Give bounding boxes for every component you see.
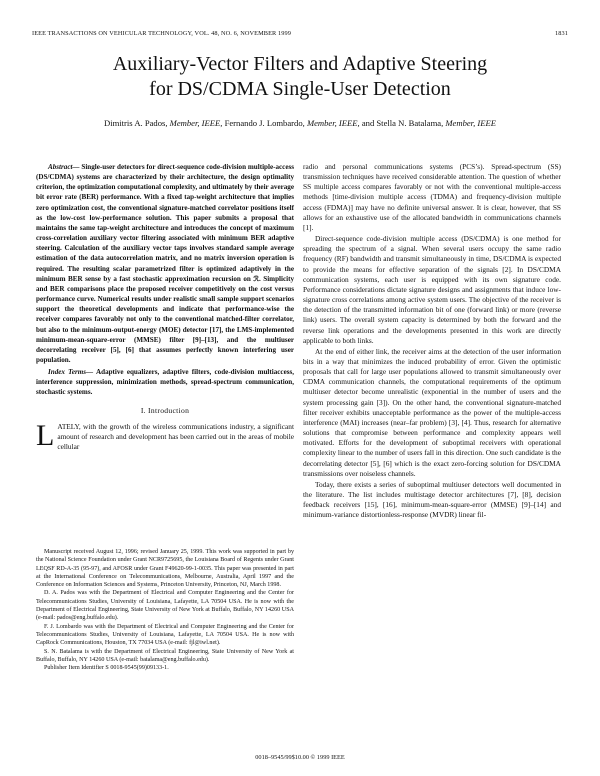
journal-name: IEEE TRANSACTIONS ON VEHICULAR TECHNOLOGY, VOL. 48, NO. 6, NOVEMBER 1999 [32,30,292,37]
author-list [30,118,570,128]
section-heading-introduction: I. Introduction [140,405,190,415]
body-paragraph: Direct-sequence code-division multiple access (DS/CDMA) is one method for spreading the spectrum of a signal. When several users occupy the same radio frequency (RF) bandwidth and transmit simultaneously in time, DS/CDMA is expected to provide the means for effective separation of the signals [2]. In DS/CDMA communication systems, each user is equipped with its own signature code. Performance considerations dictate signature designs and assignments that induce low-signature cross correlations among active system users. The objective of the receiver is the detection of the transmitted information bit of one (forward link) or more (reverse link) users. The overall system capacity is determined by both the forward and the reverse link operations and the developments presented in this work are directly applicable to both links. [303,234,561,345]
index-terms-label: Index Terms— [48,368,94,377]
paper-title [40,52,560,102]
body-paragraph: Today, there exists a series of suboptimal multiuser detectors well documented in the literature. The list includes multistage detector architectures [7], [8], decision feedback receivers [15], [16], minimum-mean-square-error (MMSE) [9]–[14] and minimum-variance distortionless-response (MVDR) linear fil- [303,479,561,520]
index-terms-text: Adaptive equalizers, adaptive filters, code-division multiaccess, interference suppression, minimization methods, spread-spectrum communication, stochastic systems. [36,368,295,397]
title-line-2: for DS/CDMA Single-User Detection [149,78,451,100]
abstract-label: Abstract— [48,163,80,171]
abstract [36,162,294,365]
running-header [32,30,568,40]
footnotes [36,548,294,672]
title-line-1: Auxiliary-Vector Filters and Adaptive Steering [112,53,488,75]
copyright-notice: 0018–9545/99$10.00 © 1999 IEEE [255,754,345,761]
author-3-role: Member, IEEE [445,118,496,128]
footnote-manuscript: Manuscript received August 12, 1996; revised January 25, 1999. This work was supported in part by the National Science Foundation under Grant NCR9725695, the Louisiana Board of Regents under Grant LEQSF RD-A-35 (95-97), and AFOSR under Grant F49620-99-1-0035. This paper was presented in part at the International Conference on Telecommunications, Melbourne, Australia, April 1997 and the Conference on Information Sciences and Systems, Princeton University, Princeton, NJ, March 1998. [36,549,294,589]
drop-cap: L [36,418,55,452]
footnote-lombardo: F. J. Lombardo was with the Department of Electrical and Computer Engineering and the Center for Telecommunications Studies, University of Louisiana, Lafayette, LA 70504 USA. He is now with CapRock Communications, Houston, TX 77034 USA (e-mail: fjl@iwl.net). [36,623,294,647]
left-column [36,162,294,452]
page-number: 1831 [555,30,568,37]
author-1-role: Member, IEEE, [169,118,223,128]
right-column [303,162,561,521]
footnote-publisher-id: Publisher Item Identifier S 0018-9545(99)09133-1. [44,665,169,672]
footnote-batalama: S. N. Batalama is with the Department of Electrical Engineering, State University of New York at Buffalo, Buffalo, NY 14260 USA (e-mail: batalama@eng.buffalo.edu). [36,648,294,663]
author-2-role: Member, IEEE, [306,118,360,128]
body-paragraph: radio and personal communications systems (PCS’s). Spread-spectrum (SS) transmission techniques have received considerable attention. The question of whether SS multiple access compares favorably or not with the conventional multiple-access methods [time-division multiple access (TDMA) and frequency-division multiple access (FDMA)] may have no definite universal answer. It is clear, however, that SS allows for an exhaustive use of the allocated bandwidth in communications channels [1]. [303,162,561,232]
introduction-paragraph [36,418,294,452]
author-1: Dimitris A. Pados, [104,118,168,128]
introduction-text: ATELY, with the growth of the wireless communications industry, a significant amount of research and development has been carried out in the areas of mobile cellular [57,421,294,452]
author-3: and Stella N. Batalama, [361,118,444,128]
index-terms [36,367,294,397]
author-2: Fernando J. Lombardo, [224,118,305,128]
abstract-text: Single-user detectors for direct-sequence code-division multiple-access (DS/CDMA) systems are characterized by their architecture, the design optimality criterion, the optimization computational complexity, and ultimately by their average bit error rate (BER) performance. With a fixed tap-weight architecture that implies zero optimization cost, the conventional signature-matched correlator positions itself as the low-cost low-performance solution. This paper submits a proposal that maintains the same tap-weight architecture and introduces the concept of maximum cross-correlation auxiliary vector filtering associated with minimum BER adaptive steering. Calculation of the auxiliary vector taps involves standard sample average estimation of the data autocorrelation matrix, and no matrix inversion operation is required. The resulting scalar parametrized filter is optimized adaptively in the minimum BER sense by a fast stochastic approximation recursion on ℛ. Simplicity and BER comparisons place the proposed receiver competitively on the cost versus performance curve. Numerical results under realistic small sample support scenarios support the theoretical developments and indicate that performance-wise the receiver compares favorably not only to the conventional matched-filter correlator, but also to the minimum-output-energy (MOE) detector [17], the LMS-implemented minimum-mean-square-error (MMSE) filter [9]–[13], and the multiuser decorrelating receiver [5], [6] that assumes perfectly known interfering user population. [36,163,294,364]
footnote-pados: D. A. Pados was with the Department of Electrical and Computer Engineering and the Center for Telecommunications Studies, University of Louisiana, Lafayette, LA 70504 USA. He is now with the Department of Electrical Engineering, State University of New York at Buffalo, Buffalo, NY 14260 USA (e-mail: pados@eng.buffalo.edu). [36,590,294,622]
body-paragraph: At the end of either link, the receiver aims at the detection of the user information bits in a way that minimizes the induced probability of error. Given the optimistic proposals that call for large user populations allowed to transmit simultaneously over CDMA communication channels, the computational requirements of the optimum multiuser detector become unrealistic (exponential in the number of users and the system processing gain [3]). On the other hand, the conventional signature-matched filter receiver exhibits unacceptable performance as the power of the multiple-access interference (MAI) increases (near–far problem) [3], [4]. Thus, research for alternative solutions that compromise between performance and complexity appears well motivated. Efforts for the development of suboptimal receivers with operational complexity linear to the number of users fall in this direction. One such candidate is the decorrelating detector [5], [6] which is the exact zero-forcing solution for DS/CDMA transmissions over noiseless channels. [303,346,561,478]
